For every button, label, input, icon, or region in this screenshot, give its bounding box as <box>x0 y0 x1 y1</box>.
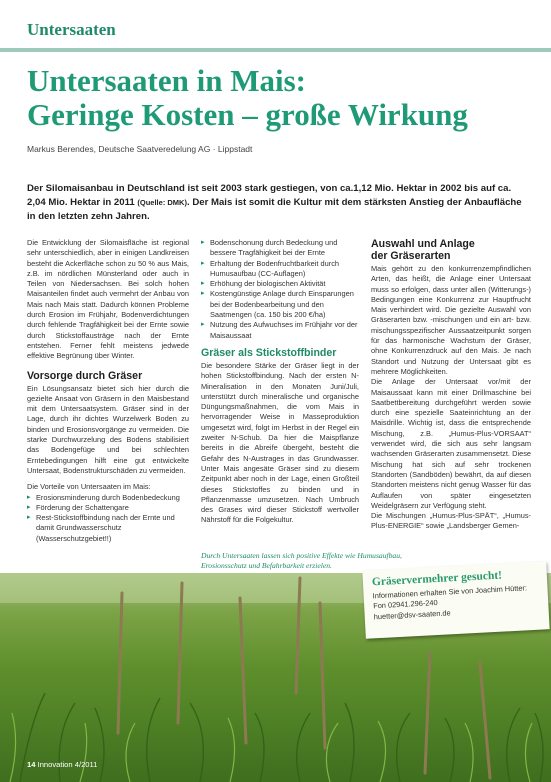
publication-name: Innovation 4/2011 <box>37 760 98 769</box>
author-line: Markus Berendes, Deutsche Saatveredelung AG · Lippstadt <box>27 144 253 154</box>
list-item: ▸ Erhaltung der Bodenfruchtbarkeit durch Humusaufbau (CC-Auflagen) <box>201 259 359 280</box>
col1-list-intro: Die Vorteile von Untersaaten im Mais: <box>27 482 151 492</box>
list-item: ▸ Kostengünstige Anlage durch Einsparungen bei der Bodenbearbeitung und den Saatmengen (ca. 150 bis 200 €/ha) <box>201 289 359 320</box>
col2-heading: Gräser als Stickstoffbinder <box>201 346 337 359</box>
title-line-1: Untersaaten in Mais: <box>27 63 306 98</box>
contact-note-card <box>362 561 549 639</box>
col3-body-1: Mais gehört zu den konkurrenzempfindlichen Arten, das heißt, die Anlage einer Untersaat muss so erfolgen, dass unter allen (Witterungs-) Bedingungen eine Konkurrenz zur Hauptfrucht Mais verhindert wird. Die gezielte Auswahl von Gräserarten bzw. -mischungen und ein art- bzw. mischungsspezifischer Aussaatzeitpunkt sorgen für das harmonische Wachstum der Gräser, ohne Konkurrenzdruck auf den Mais. Je nach Standort und Nutzung der Untersaat gibt es mehrere Möglichkeiten. <box>371 264 531 376</box>
title-line-2: Geringe Kosten – große Wirkung <box>27 97 468 132</box>
caption-line-2: Erosionsschutz und Befahrbarkeit erzielen. <box>201 561 332 570</box>
list-item: ▸ Erosionsminderung durch Bodenbedeckung <box>27 493 189 503</box>
list-item: ▸ Bodenschonung durch Bedeckung und bessere Tragfähigkeit bei der Ernte <box>201 238 359 259</box>
caption-line-1: Durch Untersaaten lassen sich positive Effekte wie Humusaufbau, <box>201 551 402 560</box>
note-line-1: Informationen erhalten Sie von Joachim Hütter: <box>372 583 528 601</box>
col1-body: Ein Lösungsansatz bietet sich hier durch die gezielte Ansaat von Gräsern in den Maisbestand mit dem Untersaatsystem. Gräser sind in der Lage, durch ihr dichtes Wurzelwerk Boden zu binden und Erosionsvorgänge zu vermeiden. Die starke Durchwurzelung des Bodens stabilisiert das Bodengefüge und bei schlechten Erntebedingungen hilft eine gut entwickelte Untersaat, Bodenstrukturschäden zu vermeiden. <box>27 383 189 475</box>
col2-body: Die besondere Stärke der Gräser liegt in der hohen Stickstoffbindung. Nach der ersten N-Mineralisation in den Monaten Juni/Juli, unterstützt durch mineralische und organische Düngungsmaßnahmen, die vom Mais in hervorragender Weise in Masseproduktion umgesetzt wird, folgt im Herbst in der Regel ein zweiter N-Schub. Da hier die Maispflanze bereits in die Abreife übergeht, besteht die Gefahr des N-Austrages in das Grundwasser. Unter Mais angesäte Gräser sind zu diesem Zeitpunkt aber noch in der Lage, einen Großteil dieses Stickstoffes zu binden und in Pflanzenmasse umzusetzen. Nach Umbruch des Grases wird dieser Stickstoff wertvoller Nährstoff für die Folgekultur. <box>201 360 359 525</box>
col3-body-3: Die Mischungen „Humus-Plus-SPÄT“, „Humus-Plus-ENERGIE“ sowie „Landsberger Gemen- <box>371 511 531 531</box>
header-rule <box>0 48 551 52</box>
column-2 <box>201 238 359 526</box>
lead-text-b: . Der Mais ist somit die Kultur mit dem stärksten Anstieg der Anbaufläche in den letzten zehn Jahren. <box>27 197 522 223</box>
page-number: 14 <box>27 760 36 769</box>
col1-intro: Die Entwicklung der Silomaisfläche ist regional sehr unterschiedlich, aber in einigen Landkreisen besteht die Ackerfläche schon zu 50 % aus Mais, z.B. im nördlichen Münsterland oder auch in Teilen von Niedersachsen. Bei solch hohen Maisanteilen findet auch vermehrt der Anbau von Mais nach Mais statt. Dadurch können Probleme durch Erosion im Frühjahr, Bodenverdichtungen durch fehlende Tragfähigkeit bei der Ernte sowie durch Stickstoffausträge nach der Ernte entstehen. Ferner fehlt meistens jedwede effektive Begrünung über Winter. <box>27 238 189 361</box>
note-title: Gräservermehrer gesucht! <box>371 569 503 589</box>
col1-benefits-list <box>27 493 189 544</box>
page-footer <box>27 760 97 769</box>
note-phone: Fon 02941.296-240 <box>372 598 438 611</box>
col1-heading: Vorsorge durch Gräser <box>27 369 143 382</box>
column-1 <box>27 238 189 544</box>
list-item: ▸ Erhöhung der biologischen Aktivität <box>201 279 359 289</box>
list-item: ▸ Rest-Stickstoffbindung nach der Ernte und damit Grundwasserschutz (Wasserschutzgebiet!!) <box>27 513 189 544</box>
lead-paragraph <box>27 182 532 225</box>
lead-source: (Quelle: DMK) <box>137 198 187 208</box>
col3-body-2: Die Anlage der Untersaat vor/mit der Maisaussaat kann mit einer Drillmaschine bei Saatbettbereitung durchgeführt werden sowie durch eine spezielle Saateinrichtung an der Maisdrille. Wichtig ist, dass die entsprechende Mischung, z.B. „Humus-Plus-VORSAAT“ verwendet wird, die sich aus sehr langsam wachsenden Gräserarten zusammensetzt. Diese Mischung hat sich auf sehr trockenen Standorten (Sandböden) bewährt, da auf diesen Standorten meistens nicht genug Wasser für das Auflaufen von später eingesetzten Weidelgräsern zur Verfügung steht. <box>371 377 531 510</box>
col2-benefits-list <box>201 238 359 341</box>
col3-heading-line-1: Auswahl und Anlage <box>371 238 475 250</box>
lead-text-a: Der Silomaisanbau in Deutschland ist seit 2003 stark gestiegen, von ca.1,12 Mio. Hektar in 2002 bis auf ca. 2,04 Mio. Hektar in 2011 <box>27 183 512 209</box>
column-3 <box>371 238 531 532</box>
page-title <box>27 64 468 132</box>
list-item: ▸ Nutzung des Aufwuchses im Frühjahr vor der Maisaussaat <box>201 320 359 341</box>
note-email: huetter@dsv-saaten.de <box>373 608 451 622</box>
col3-heading <box>371 238 531 262</box>
col3-heading-line-2: der Gräserarten <box>371 250 451 262</box>
section-label: Untersaaten <box>27 20 116 39</box>
list-item: ▸ Förderung der Schattengare <box>27 503 189 513</box>
